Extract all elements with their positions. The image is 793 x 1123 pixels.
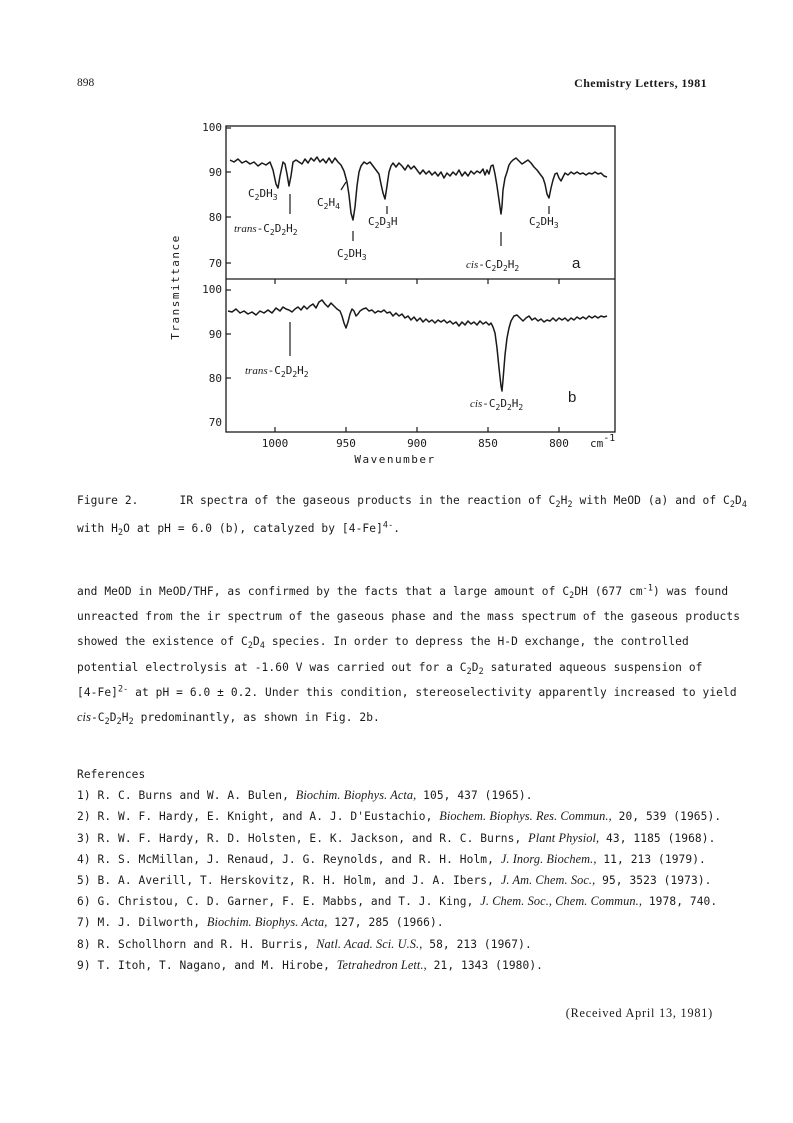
reference-item: 9) T. Itoh, T. Nagano, and M. Hirobe, Tetrahedron Lett., 21, 1343 (1980). — [77, 957, 544, 972]
annotation-markers-a — [290, 182, 549, 246]
label-cis-c2d2h2-b: cis-$C_2D_2H_2$ — [470, 397, 524, 412]
y-axis-label: Transmittance — [169, 234, 182, 340]
page-number: 898 — [77, 77, 95, 89]
body-line: cis-$C_2D_2H_2$ predominantly, as shown in Fig. 2b. — [77, 710, 380, 726]
y-tick-label: 90 — [208, 328, 222, 341]
journal-header: Chemistry Letters, 1981 — [574, 76, 707, 90]
y-tick-label: 100 — [202, 121, 222, 134]
x-tick-label: 850 — [478, 437, 498, 450]
panel-letter-a: a — [572, 255, 581, 272]
reference-item: 7) M. J. Dilworth, Biochim. Biophys. Acta, 127, 285 (1966). — [77, 915, 444, 930]
x-axis-label: Wavenumber — [354, 453, 436, 466]
reference-item: 4) R. S. McMillan, J. Renaud, J. G. Reynolds, and R. H. Holm, J. Inorg. Biochem., 11, 213 (1979). — [77, 851, 706, 866]
y-tick-label: 100 — [202, 283, 222, 296]
y-tick-label: 80 — [208, 211, 222, 224]
caption-label: Figure 2. — [77, 494, 139, 507]
body-line: showed the existence of $C_2D_4$ species. In order to depress the H-D exchange, the controlled — [77, 635, 689, 650]
references-heading: References — [77, 768, 146, 781]
label-c2dh3-right: $C_2DH_3$ — [529, 215, 559, 230]
reference-item: 6) G. Christou, C. D. Garner, F. E. Mabbs, and T. J. King, J. Chem. Soc., Chem. Commun., 1978, 740. — [77, 894, 718, 909]
x-unit: cm-1 — [590, 433, 616, 450]
body-line: potential electrolysis at -1.60 V was carried out for a $C_2D_2$ saturated aqueous suspension of — [77, 661, 703, 676]
label-cis-c2d2h2-a: cis-$C_2D_2H_2$ — [466, 258, 520, 273]
x-tick-label: 900 — [407, 437, 427, 450]
reference-item: 5) B. A. Averill, T. Herskovitz, R. H. Holm, and J. A. Ibers, J. Am. Chem. Soc., 95, 3523 (1973). — [77, 873, 712, 888]
spectrum-a-line — [230, 157, 607, 220]
figure-caption-line2: with $H_2O$ at pH = 6.0 (b), catalyzed by $[4-Fe]^{4-}$. — [77, 519, 401, 537]
received-date: (Received April 13, 1981) — [565, 1006, 713, 1020]
y-tick-label: 70 — [208, 416, 222, 429]
ir-spectra-figure — [0, 0, 793, 480]
panel-letter-b: b — [568, 389, 577, 406]
body-line: unreacted from the ir spectrum of the gaseous phase and the mass spectrum of the gaseous products — [77, 610, 741, 623]
label-c2d3h: $C_2D_3H$ — [368, 215, 398, 230]
label-c2dh3-left: $C_2DH_3$ — [248, 187, 278, 202]
reference-item: 2) R. W. F. Hardy, E. Knight, and A. J. D'Eustachio, Biochem. Biophys. Res. Commun., 20, 539 (1965). — [77, 809, 722, 824]
references — [77, 765, 721, 976]
figure-caption-line1: Figure 2. IR spectra of the gaseous products in the reaction of $C_2H_2$ with MeOD (a) and of $C_2D_4$ — [77, 494, 748, 509]
x-tick-label: 800 — [549, 437, 569, 450]
y-tick-label: 90 — [208, 166, 222, 179]
label-c2h4: $C_2H_4$ — [317, 196, 340, 211]
reference-item: 8) R. Schollhorn and R. H. Burris, Natl. Acad. Sci. U.S., 58, 213 (1967). — [77, 936, 532, 951]
y-ticks-a — [226, 128, 231, 378]
body-line: and MeOD in MeOD/THF, as confirmed by the facts that a large amount of $C_2DH$ (677 $cm^{-1}$) was found — [77, 582, 729, 600]
y-tick-label: 70 — [208, 257, 222, 270]
label-trans-c2d2h2-b: trans-$C_2D_2H_2$ — [245, 364, 309, 379]
label-trans-c2d2h2-a: trans-$C_2D_2H_2$ — [234, 222, 298, 237]
reference-item: 3) R. W. F. Hardy, R. D. Holsten, E. K. Jackson, and R. C. Burns, Plant Physiol, 43, 1185 (1968). — [77, 830, 716, 845]
y-tick-label: 80 — [208, 372, 222, 385]
label-c2dh3-center: $C_2DH_3$ — [337, 247, 367, 262]
reference-item: 1) R. C. Burns and W. A. Bulen, Biochim. Biophys. Acta, 105, 437 (1965). — [77, 788, 533, 803]
x-tick-label: 950 — [336, 437, 356, 450]
x-tick-label: 1000 — [261, 437, 289, 450]
body-line: $[4-Fe]^{2-}$ at pH = 6.0 ± 0.2. Under this condition, stereoselectivity apparently increased to yield — [77, 683, 737, 699]
